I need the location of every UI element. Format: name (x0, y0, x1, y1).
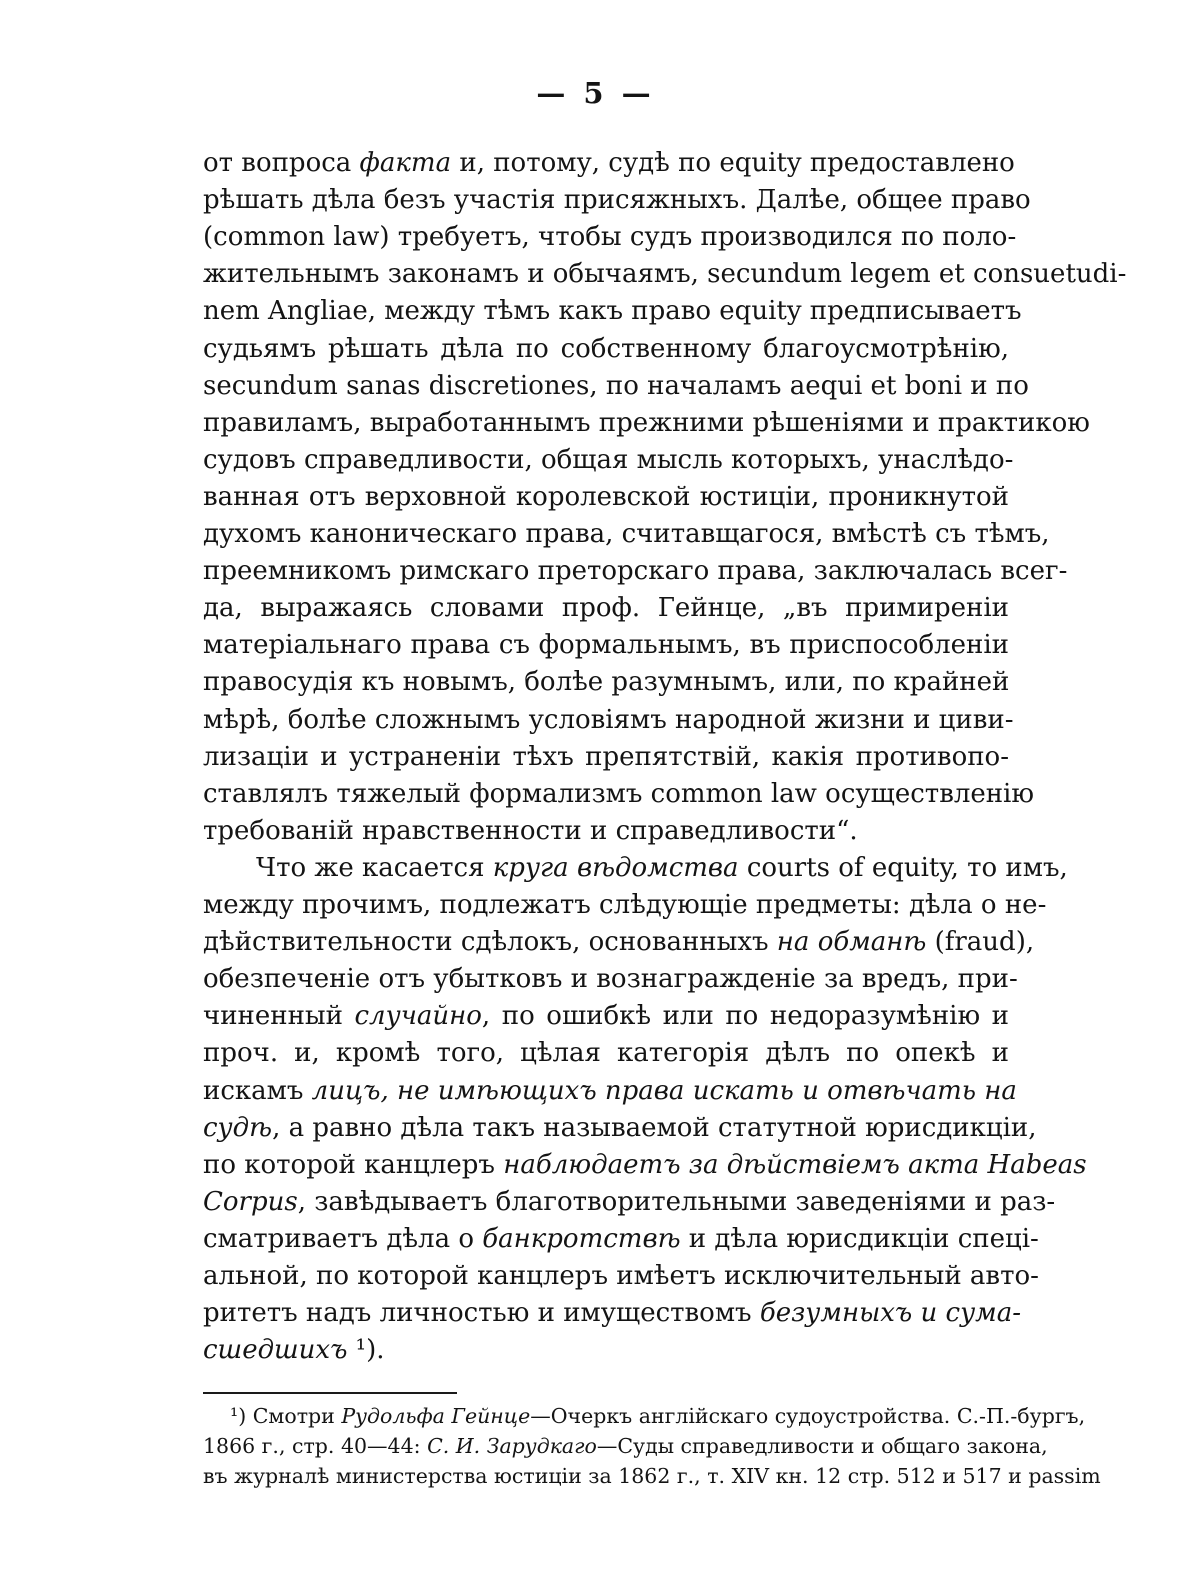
text-line (203, 1110, 1037, 1147)
italic-run: лицъ, не имѣющихъ права искать и отвѣчать на (311, 1075, 1017, 1106)
text-line (203, 1035, 1009, 1072)
text-run: искамъ (203, 1075, 312, 1106)
text-run: ставлялъ тяжелый формализмъ common law осуществленію (203, 778, 1035, 809)
text-run: (common law) требуетъ, чтобы судъ производился по поло- (203, 222, 1017, 253)
text-line (203, 1258, 1039, 1295)
text-line (203, 1073, 1017, 1110)
italic-run: безумныхъ и сума- (759, 1298, 1022, 1329)
text-line (203, 182, 1031, 219)
italic-run: судѣ (203, 1112, 273, 1143)
text-run: духомъ каноническаго права, считавщагося, вмѣстѣ съ тѣмъ, (203, 519, 1050, 549)
text-run: Что же касается (256, 852, 493, 883)
footnote-line (230, 1401, 1086, 1431)
italic-run: факта (359, 148, 452, 178)
text-run: правосудія къ новымъ, болѣе разумнымъ, или, по крайней (203, 667, 1010, 698)
italic-run: Рудольфа Гейнце (341, 1404, 531, 1428)
text-line (203, 627, 1009, 664)
italic-run: Corpus (203, 1186, 298, 1217)
text-run: дѣйствительности сдѣлокъ, основанныхъ (203, 927, 777, 958)
footnote-line (203, 1461, 1101, 1491)
text-run: 1866 г., стр. 40—44: (203, 1434, 428, 1458)
text-run: преемникомъ римскаго преторскаго права, заключалась всег- (203, 556, 1068, 587)
italic-run: С. И. Зарудкаго (427, 1434, 597, 1458)
text-run: въ журналѣ министерства юстиціи за 1862 г., т. XIV кн. 12 стр. 512 и 517 и passim (203, 1464, 1101, 1488)
text-run: судовъ справедливости, общая мысль которыхъ, унаслѣдо- (203, 444, 1014, 475)
text-run: лизаціи и устраненіи тѣхъ препятствій, какія противопо- (203, 741, 1009, 772)
text-run: обезпеченіе отъ убытковъ и вознагражденіе за вредъ, при- (203, 964, 1018, 995)
text-line (203, 405, 1090, 442)
text-run: и дѣла юрисдикціи спеці- (680, 1223, 1039, 1254)
italic-run: на обманѣ (776, 927, 927, 958)
text-run: судьямъ рѣшать дѣла по собственному благоусмотрѣнію, (203, 333, 1009, 364)
text-line (203, 219, 1017, 256)
italic-run: наблюдаетъ за дѣйствіемъ акта Habeas (503, 1149, 1087, 1180)
text-line (203, 776, 1035, 813)
text-line (203, 1332, 1009, 1369)
text-run: правиламъ, выработаннымъ прежними рѣшеніями и практикою (203, 407, 1090, 438)
text-line (256, 850, 1068, 887)
text-line (203, 998, 1009, 1035)
text-run: проч. и, кромѣ того, цѣлая категорія дѣлъ по опекѣ и (203, 1038, 1009, 1069)
text-line (203, 442, 1014, 479)
text-run: ¹). (347, 1335, 385, 1366)
text-run: —Суды справедливости и общаго закона, (596, 1434, 1048, 1458)
text-run: от вопроса (203, 148, 360, 178)
text-run: , завѣдываетъ благотворительными заведеніями и раз- (297, 1186, 1056, 1217)
text-line (203, 590, 1009, 627)
text-line (203, 479, 1009, 516)
text-run: сматриваетъ дѣла о (203, 1223, 483, 1254)
text-run: secundum sanas discretiones, по началамъ aequi et boni и по (203, 370, 1029, 401)
text-run: жительнымъ законамъ и обычаямъ, secundum legem et consuetudi- (203, 259, 1127, 290)
text-run: courts of equity, то имъ, (738, 852, 1068, 883)
text-line (203, 553, 1068, 590)
text-line (203, 887, 1047, 924)
text-run: мѣрѣ, болѣе сложнымъ условіямъ народной жизни и циви- (203, 704, 1014, 735)
text-run: чиненный (203, 1001, 355, 1032)
footnote-separator (203, 1392, 457, 1394)
text-run: —Очеркъ англійскаго судоустройства. С.-П.-бургъ, (530, 1404, 1086, 1428)
text-line (203, 664, 1009, 701)
footnote-line (203, 1431, 1048, 1461)
text-run: по которой канцлеръ (203, 1149, 504, 1180)
text-run: ¹) Смотри (230, 1404, 342, 1428)
text-run: да, выражаясь словами проф. Гейнце, „въ примиреніи (203, 593, 1009, 624)
text-run: nem Angliae, между тѣмъ какъ право equity предписываетъ (203, 296, 1022, 327)
italic-run: круга вѣдомства (492, 852, 739, 883)
page-number: — 5 — (536, 76, 655, 110)
text-line (203, 813, 1009, 850)
text-line (203, 702, 1014, 739)
text-line (203, 368, 1029, 405)
text-run: , по ошибкѣ или по недоразумѣнію и (481, 1001, 1009, 1032)
text-run: между прочимъ, подлежатъ слѣдующіе предметы: дѣла о не- (203, 890, 1047, 920)
text-line (203, 293, 1022, 330)
italic-run: случайно (354, 1001, 482, 1032)
text-run: требованій нравственности и справедливости“. (203, 815, 858, 846)
text-run: ритетъ надъ личностью и имуществомъ (203, 1298, 760, 1329)
text-line (203, 256, 1127, 293)
text-line (203, 1147, 1087, 1184)
text-run: рѣшать дѣла безъ участія присяжныхъ. Далѣе, общее право (203, 185, 1031, 216)
text-run: матеріальнаго права съ формальнымъ, въ приспособленіи (203, 630, 1009, 661)
text-run: альной, по которой канцлеръ имѣетъ исключительный авто- (203, 1261, 1039, 1291)
text-run: и, потому, судѣ по equity предоставлено (451, 148, 1015, 178)
italic-run: сшедшихъ (203, 1335, 348, 1366)
text-line (203, 516, 1050, 553)
text-line (203, 1184, 1056, 1221)
text-run: ванная отъ верховной королевской юстиціи, проникнутой (203, 481, 1009, 512)
text-line (203, 1221, 1039, 1258)
text-run: (fraud), (926, 927, 1035, 958)
text-line (203, 961, 1018, 998)
text-line (203, 739, 1009, 776)
text-line (203, 1295, 1022, 1332)
text-run: , а равно дѣла такъ называемой статутной юрисдикціи, (272, 1112, 1037, 1143)
italic-run: банкротствѣ (482, 1223, 681, 1254)
text-line (203, 331, 1009, 368)
text-line (203, 924, 1035, 961)
text-line (203, 145, 1015, 182)
